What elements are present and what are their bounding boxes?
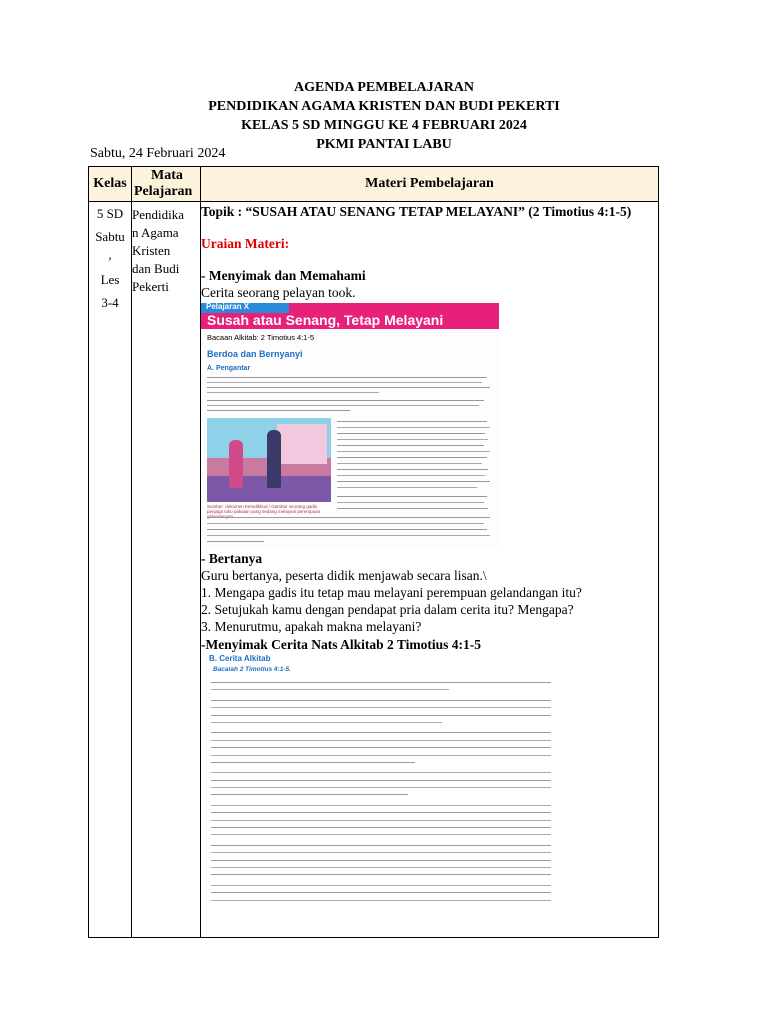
table-row xyxy=(89,202,659,938)
uraian-heading: Uraian Materi: xyxy=(201,236,290,251)
section-cerita-alkitab: B. Cerita Alkitab xyxy=(209,654,271,663)
mapel-line: Pekerti xyxy=(132,279,169,294)
header-line-2: PENDIDIKAN AGAMA KRISTEN DAN BUDI PEKERTI xyxy=(208,99,560,114)
question-3: 3. Menurutmu, apakah makna melayani? xyxy=(201,619,422,634)
mapel-cell xyxy=(132,202,201,938)
mapel-line: dan Budi xyxy=(132,261,180,276)
kelas-line: Les xyxy=(100,272,120,287)
header-kelas: Kelas xyxy=(89,167,132,202)
story-text-block xyxy=(207,375,493,415)
bertanya-heading: - Bertanya xyxy=(201,551,263,566)
header-mata-pelajaran xyxy=(132,167,201,202)
sub-bacalah: Bacalah 2 Timotius 4:1-5. xyxy=(213,666,291,673)
kelas-line: , xyxy=(108,247,112,262)
header-mata-1: Mata xyxy=(151,168,183,183)
header-line-1: AGENDA PEMBELAJARAN xyxy=(293,80,475,95)
table-header-row xyxy=(89,167,659,202)
question-2: 2. Setujukah kamu dengan pendapat pria dalam cerita itu? Mengapa? xyxy=(201,602,574,617)
guru-text: Guru bertanya, peserta didik menjawab secara lisan.\ xyxy=(201,568,487,583)
topic-title: Topik : “SUSAH ATAU SENANG TETAP MELAYANI” (2 Timotius 4:1-5) xyxy=(201,204,632,219)
agenda-table xyxy=(88,166,659,938)
date-line: Sabtu, 24 Februari 2024 xyxy=(90,146,226,161)
menyimak-heading: - Menyimak dan Memahami xyxy=(201,268,366,283)
lesson-title: Susah atau Senang, Tetap Melayani xyxy=(207,312,444,328)
kelas-line: 5 SD xyxy=(96,206,124,221)
bible-story-text xyxy=(211,679,551,903)
section-berdoa: Berdoa dan Bernyanyi xyxy=(207,349,303,359)
story-illustration xyxy=(207,418,331,502)
sub-pengantar: A. Pengantar xyxy=(207,365,251,372)
menyimak-nats-heading: -Menyimak Cerita Nats Alkitab 2 Timotius 4:1-5 xyxy=(201,637,481,652)
mapel-line: n Agama xyxy=(132,225,179,240)
kelas-line: 3-4 xyxy=(101,295,119,310)
kelas-cell xyxy=(89,202,132,938)
header-line-3: KELAS 5 SD MINGGU KE 4 FEBRUARI 2024 xyxy=(241,118,527,133)
kelas-line: Sabtu xyxy=(95,229,125,244)
bacaan-alkitab: Bacaan Alkitab: 2 Timotius 4:1-5 xyxy=(207,333,315,342)
textbook-page-image xyxy=(201,303,499,549)
header-materi: Materi Pembelajaran xyxy=(201,167,659,202)
materi-cell xyxy=(201,202,659,938)
story-text-bottom xyxy=(207,517,493,547)
lesson-tag: Pelajaran X xyxy=(206,303,250,311)
illustration-caption: Sumber: dokumen Kemdikbud / Gambar seorang gadis penjaga toko pakaian yang sedang melayani perempuan gelandangan xyxy=(207,504,321,519)
header-line-4: PKMI PANTAI LABU xyxy=(316,137,452,152)
cerita-text: Cerita seorang pelayan took. xyxy=(201,285,356,300)
story-text-right xyxy=(337,421,493,514)
mapel-line: Kristen xyxy=(132,243,171,258)
document-header xyxy=(0,78,768,154)
question-1: 1. Mengapa gadis itu tetap mau melayani perempuan gelandangan itu? xyxy=(201,585,582,600)
bible-story-page-image xyxy=(201,653,563,903)
header-mata-2: Pelajaran xyxy=(134,184,193,199)
mapel-line: Pendidika xyxy=(132,207,184,222)
